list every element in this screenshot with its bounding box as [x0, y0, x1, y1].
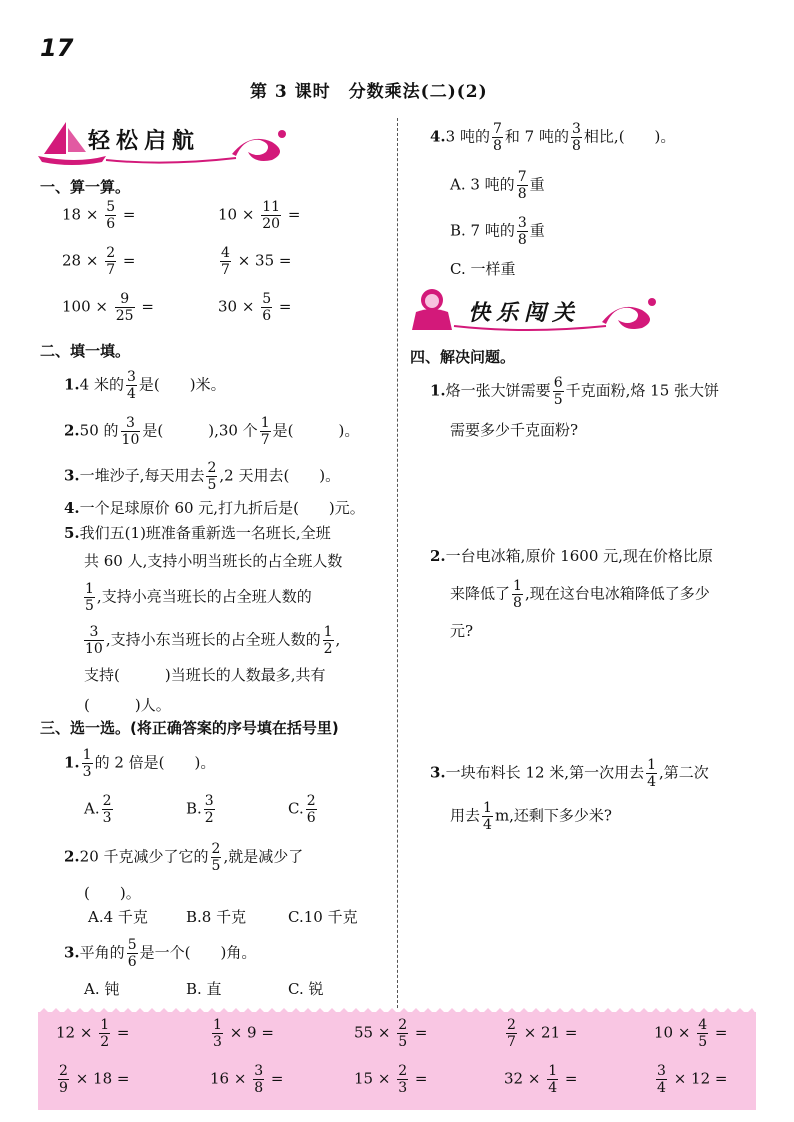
- band-problem: 32 × $\frac{1}{4}$ =: [504, 1063, 578, 1096]
- s2-question-2: 2.50 的 $\frac{3}{10}$ 是( ),30 个 $\frac{1}{7}$ 是( )。: [64, 415, 360, 448]
- s2-question-3: 3.一堆沙子,每天用去 $\frac{2}{5}$ ,2 天用去( )。: [64, 460, 341, 493]
- s3-q1-option-a: A. $\frac{2}{3}$: [84, 793, 112, 826]
- s2-question-1: 1.4 米的 $\frac{3}{4}$ 是( )米。: [64, 369, 226, 402]
- band-problem: $\frac{2}{7}$ × 21 =: [507, 1017, 578, 1050]
- band-problem: $\frac{3}{4}$ × 12 =: [657, 1063, 728, 1096]
- section-4-heading: 四、解决问题。: [410, 348, 516, 366]
- column-divider: [397, 118, 398, 1008]
- s3-q2-blank: ( )。: [84, 884, 141, 902]
- s3-question-4: 4.3 吨的 $\frac{7}{8}$ 和 7 吨的 $\frac{3}{8}$ 相比,( )。: [430, 121, 676, 154]
- page-number: 17: [40, 34, 74, 62]
- banner-easy-start: [36, 118, 296, 158]
- s2-question-4: 4.一个足球原价 60 元,打九折后是( )元。: [64, 499, 365, 517]
- s3-q2-option-c: C.10 千克: [288, 908, 358, 926]
- s3-question-1: 1. $\frac{1}{3}$ 的 2 倍是( )。: [64, 747, 216, 780]
- s3-q2-option-b: B.8 千克: [186, 908, 247, 926]
- band-problem: $\frac{1}{3}$ × 9 =: [213, 1017, 274, 1050]
- s3-q3-option-c: C. 锐: [288, 980, 324, 998]
- s4-question-3: 3.一块布料长 12 米,第一次用去 $\frac{1}{4}$ ,第二次 用去 $\frac{1}{4}$ m,还剩下多少米?: [430, 757, 709, 833]
- s3-q3-option-b: B. 直: [186, 980, 222, 998]
- s3-q2-option-a: A.4 千克: [88, 908, 148, 926]
- calc-problem: 18 × $\frac{5}{6}$ =: [62, 199, 136, 232]
- calc-problem: 30 × $\frac{5}{6}$ =: [218, 291, 292, 324]
- calc-problem: 100 × $\frac{9}{25}$ =: [62, 291, 154, 324]
- band-problem: 55 × $\frac{2}{5}$ =: [354, 1017, 428, 1050]
- s3-q4-option-c: C. 一样重: [450, 260, 516, 278]
- page-title: 第 3 课时 分数乘法(二)(2): [250, 82, 488, 102]
- band-problem: 15 × $\frac{2}{3}$ =: [354, 1063, 428, 1096]
- calc-problem: 28 × $\frac{2}{7}$ =: [62, 245, 136, 278]
- s4-question-1: 1.烙一张大饼需要 $\frac{6}{5}$ 千克面粉,烙 15 张大饼 需要多少千克面粉?: [430, 375, 720, 439]
- band-problem: 12 × $\frac{1}{2}$ =: [56, 1017, 130, 1050]
- s3-q4-option-b: B. 7 吨的 $\frac{3}{8}$ 重: [450, 215, 545, 248]
- practice-band: [38, 1012, 756, 1110]
- calc-problem: 10 × $\frac{11}{20}$ =: [218, 199, 301, 232]
- s3-q1-option-c: C. $\frac{2}{6}$: [288, 793, 316, 826]
- banner-left-title: 轻松启航: [88, 129, 201, 154]
- s3-q4-option-a: A. 3 吨的 $\frac{7}{8}$ 重: [450, 169, 545, 202]
- band-wavy-edge: [38, 1006, 756, 1014]
- s3-q3-option-a: A. 钝: [84, 980, 120, 998]
- calc-problem: $\frac{4}{7}$ × 35 =: [221, 245, 292, 278]
- s3-question-2: 2.20 千克减少了它的 $\frac{2}{5}$ ,就是减少了: [64, 841, 304, 874]
- s4-question-2: 2.一台电冰箱,原价 1600 元,现在价格比原 来降低了 $\frac{1}{8}$ ,现在这台电冰箱降低了多少 元?: [430, 547, 713, 640]
- banner-right-title: 快乐闯关: [468, 301, 581, 326]
- band-problem: $\frac{2}{9}$ × 18 =: [59, 1063, 130, 1096]
- band-problem: 16 × $\frac{3}{8}$ =: [210, 1063, 284, 1096]
- section-2-heading: 二、填一填。: [40, 342, 131, 360]
- section-3-heading: 三、选一选。(将正确答案的序号填在括号里): [40, 719, 339, 737]
- banner-happy-challenge: [406, 286, 666, 326]
- band-problem: 10 × $\frac{4}{5}$ =: [654, 1017, 728, 1050]
- section-1-heading: 一、算一算。: [40, 178, 131, 196]
- s2-question-5: 5.我们五(1)班准备重新选一名班长,全班 共 60 人,支持小明当班长的占全班人数 $\frac{1}{5}$ ,支持小亮当班长的占全班人数的 $\frac{3}{10}$ ,支持小东当班长的占全班人数的 $\frac{1}{2}$ , 支持( )当班长的人数最多,共有 ( )人。: [64, 524, 343, 714]
- s3-question-3: 3.平角的 $\frac{5}{6}$ 是一个( )角。: [64, 937, 257, 970]
- s3-q1-option-b: B. $\frac{3}{2}$: [186, 793, 214, 826]
